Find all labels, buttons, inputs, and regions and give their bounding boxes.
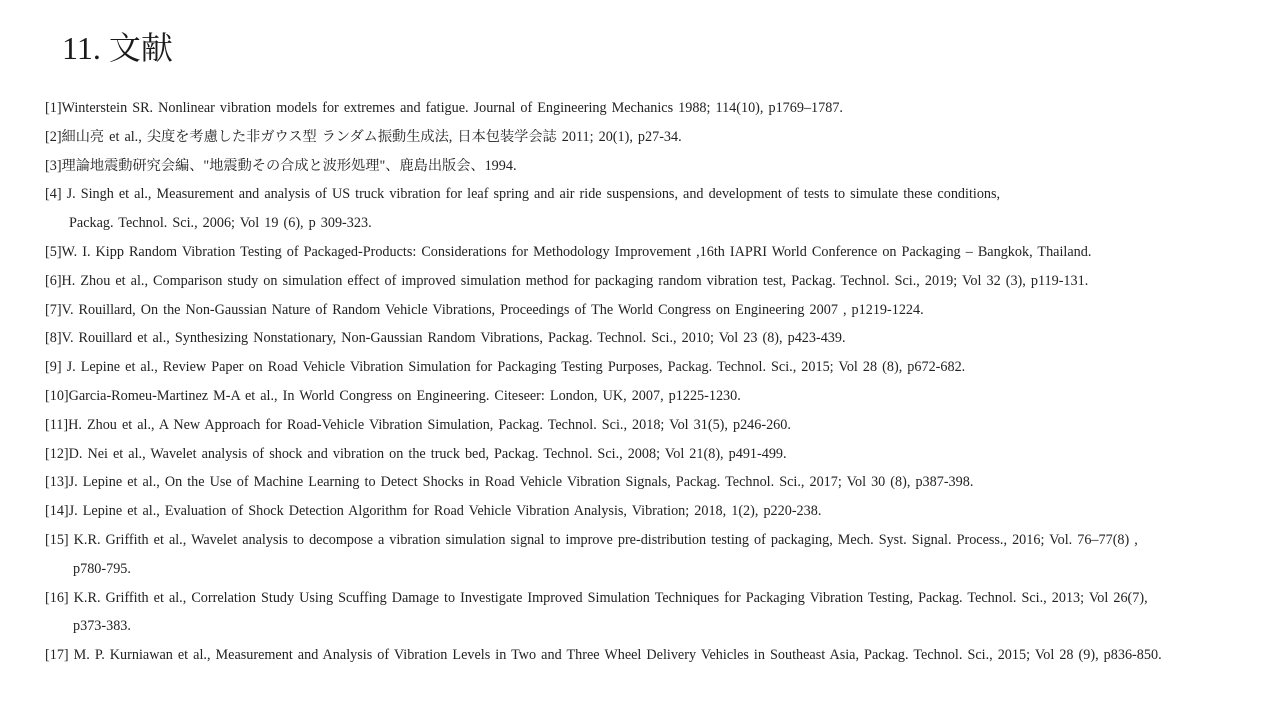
reference-text: [17] M. P. Kurniawan et al., Measurement and Analysis of Vibration Levels in Two and Three Wheel Delivery Vehicles in Southeast Asia, Packag. Technol. Sci., 2015; Vol 28 (9), p836-850. <box>45 647 1162 664</box>
reference-text: [3]理論地震動研究会編、"地震動その合成と波形処理"、鹿島出版会、1994. <box>45 157 517 174</box>
reference-text: [12]D. Nei et al., Wavelet analysis of shock and vibration on the truck bed, Packag. Technol. Sci., 2008; Vol 21(8), p491-499. <box>45 445 787 462</box>
reference-text: [4] J. Singh et al., Measurement and analysis of US truck vibration for leaf spring and air ride suspensions, and development of tests to simulate these conditions, <box>45 186 1001 203</box>
reference-text-continuation: p780-795. <box>73 560 131 577</box>
reference-item <box>45 497 1270 526</box>
reference-text-continuation: p373-383. <box>73 618 131 635</box>
reference-item <box>45 324 1270 353</box>
reference-item <box>45 152 1270 181</box>
reference-item <box>45 180 1270 238</box>
reference-text: [15] K.R. Griffith et al., Wavelet analysis to decompose a vibration simulation signal to improve pre-distribution testing of packaging, Mech. Syst. Signal. Process., 2016; Vol. 76–77(8) , <box>45 531 1138 548</box>
reference-text: [5]W. I. Kipp Random Vibration Testing of Packaged-Products: Considerations for Methodology Improvement ,16th IAPRI World Conference on Packaging – Bangkok, Thailand. <box>45 243 1092 260</box>
reference-text: [1]Winterstein SR. Nonlinear vibration models for extremes and fatigue. Journal of Engineering Mechanics 1988; 114(10), p1769–1787. <box>45 100 843 116</box>
reference-list <box>45 94 1270 670</box>
reference-text: [10]Garcia-Romeu-Martinez M-A et al., In World Congress on Engineering. Citeseer: London, UK, 2007, p1225-1230. <box>45 387 741 404</box>
reference-text: [14]J. Lepine et al., Evaluation of Shock Detection Algorithm for Road Vehicle Vibration Analysis, Vibration; 2018, 1(2), p220-238. <box>45 503 822 520</box>
reference-text: [16] K.R. Griffith et al., Correlation Study Using Scuffing Damage to Investigate Improved Simulation Techniques for Packaging Vibration Testing, Packag. Technol. Sci., 2013; Vol 26(7), <box>45 589 1148 606</box>
reference-text-continuation: Packag. Technol. Sci., 2006; Vol 19 (6), p 309-323. <box>69 215 372 232</box>
reference-item <box>45 94 1270 123</box>
page-title: 11. 文献 <box>62 30 173 66</box>
reference-item <box>45 641 1270 670</box>
reference-item <box>45 440 1270 469</box>
reference-text: [2]細山亮 et al., 尖度を考慮した非ガウス型 ランダム振動生成法, 日本包装学会誌 2011; 20(1), p27-34. <box>45 128 682 145</box>
reference-item <box>45 526 1270 584</box>
reference-item <box>45 267 1270 296</box>
reference-text: [9] J. Lepine et al., Review Paper on Road Vehicle Vibration Simulation for Packaging Testing Purposes, Packag. Technol. Sci., 2015; Vol 28 (8), p672-682. <box>45 359 966 376</box>
reference-text: [13]J. Lepine et al., On the Use of Machine Learning to Detect Shocks in Road Vehicle Vibration Signals, Packag. Technol. Sci., 2017; Vol 30 (8), p387-398. <box>45 474 974 491</box>
reference-item <box>45 353 1270 382</box>
reference-item <box>45 296 1270 325</box>
reference-text: [7]V. Rouillard, On the Non-Gaussian Nature of Random Vehicle Vibrations, Proceedings of The World Congress on Engineering 2007 , p1219-1224. <box>45 301 924 318</box>
reference-item <box>45 238 1270 267</box>
reference-item <box>45 123 1270 152</box>
reference-text: [8]V. Rouillard et al., Synthesizing Nonstationary, Non-Gaussian Random Vibrations, Packag. Technol. Sci., 2010; Vol 23 (8), p423-439. <box>45 330 846 347</box>
reference-item <box>45 411 1270 440</box>
reference-text: [6]H. Zhou et al., Comparison study on simulation effect of improved simulation method for packaging random vibration test, Packag. Technol. Sci., 2019; Vol 32 (3), p119-131. <box>45 272 1089 289</box>
reference-item <box>45 468 1270 497</box>
reference-item <box>45 382 1270 411</box>
reference-text: [11]H. Zhou et al., A New Approach for Road-Vehicle Vibration Simulation, Packag. Technol. Sci., 2018; Vol 31(5), p246-260. <box>45 416 791 433</box>
reference-item <box>45 584 1270 642</box>
